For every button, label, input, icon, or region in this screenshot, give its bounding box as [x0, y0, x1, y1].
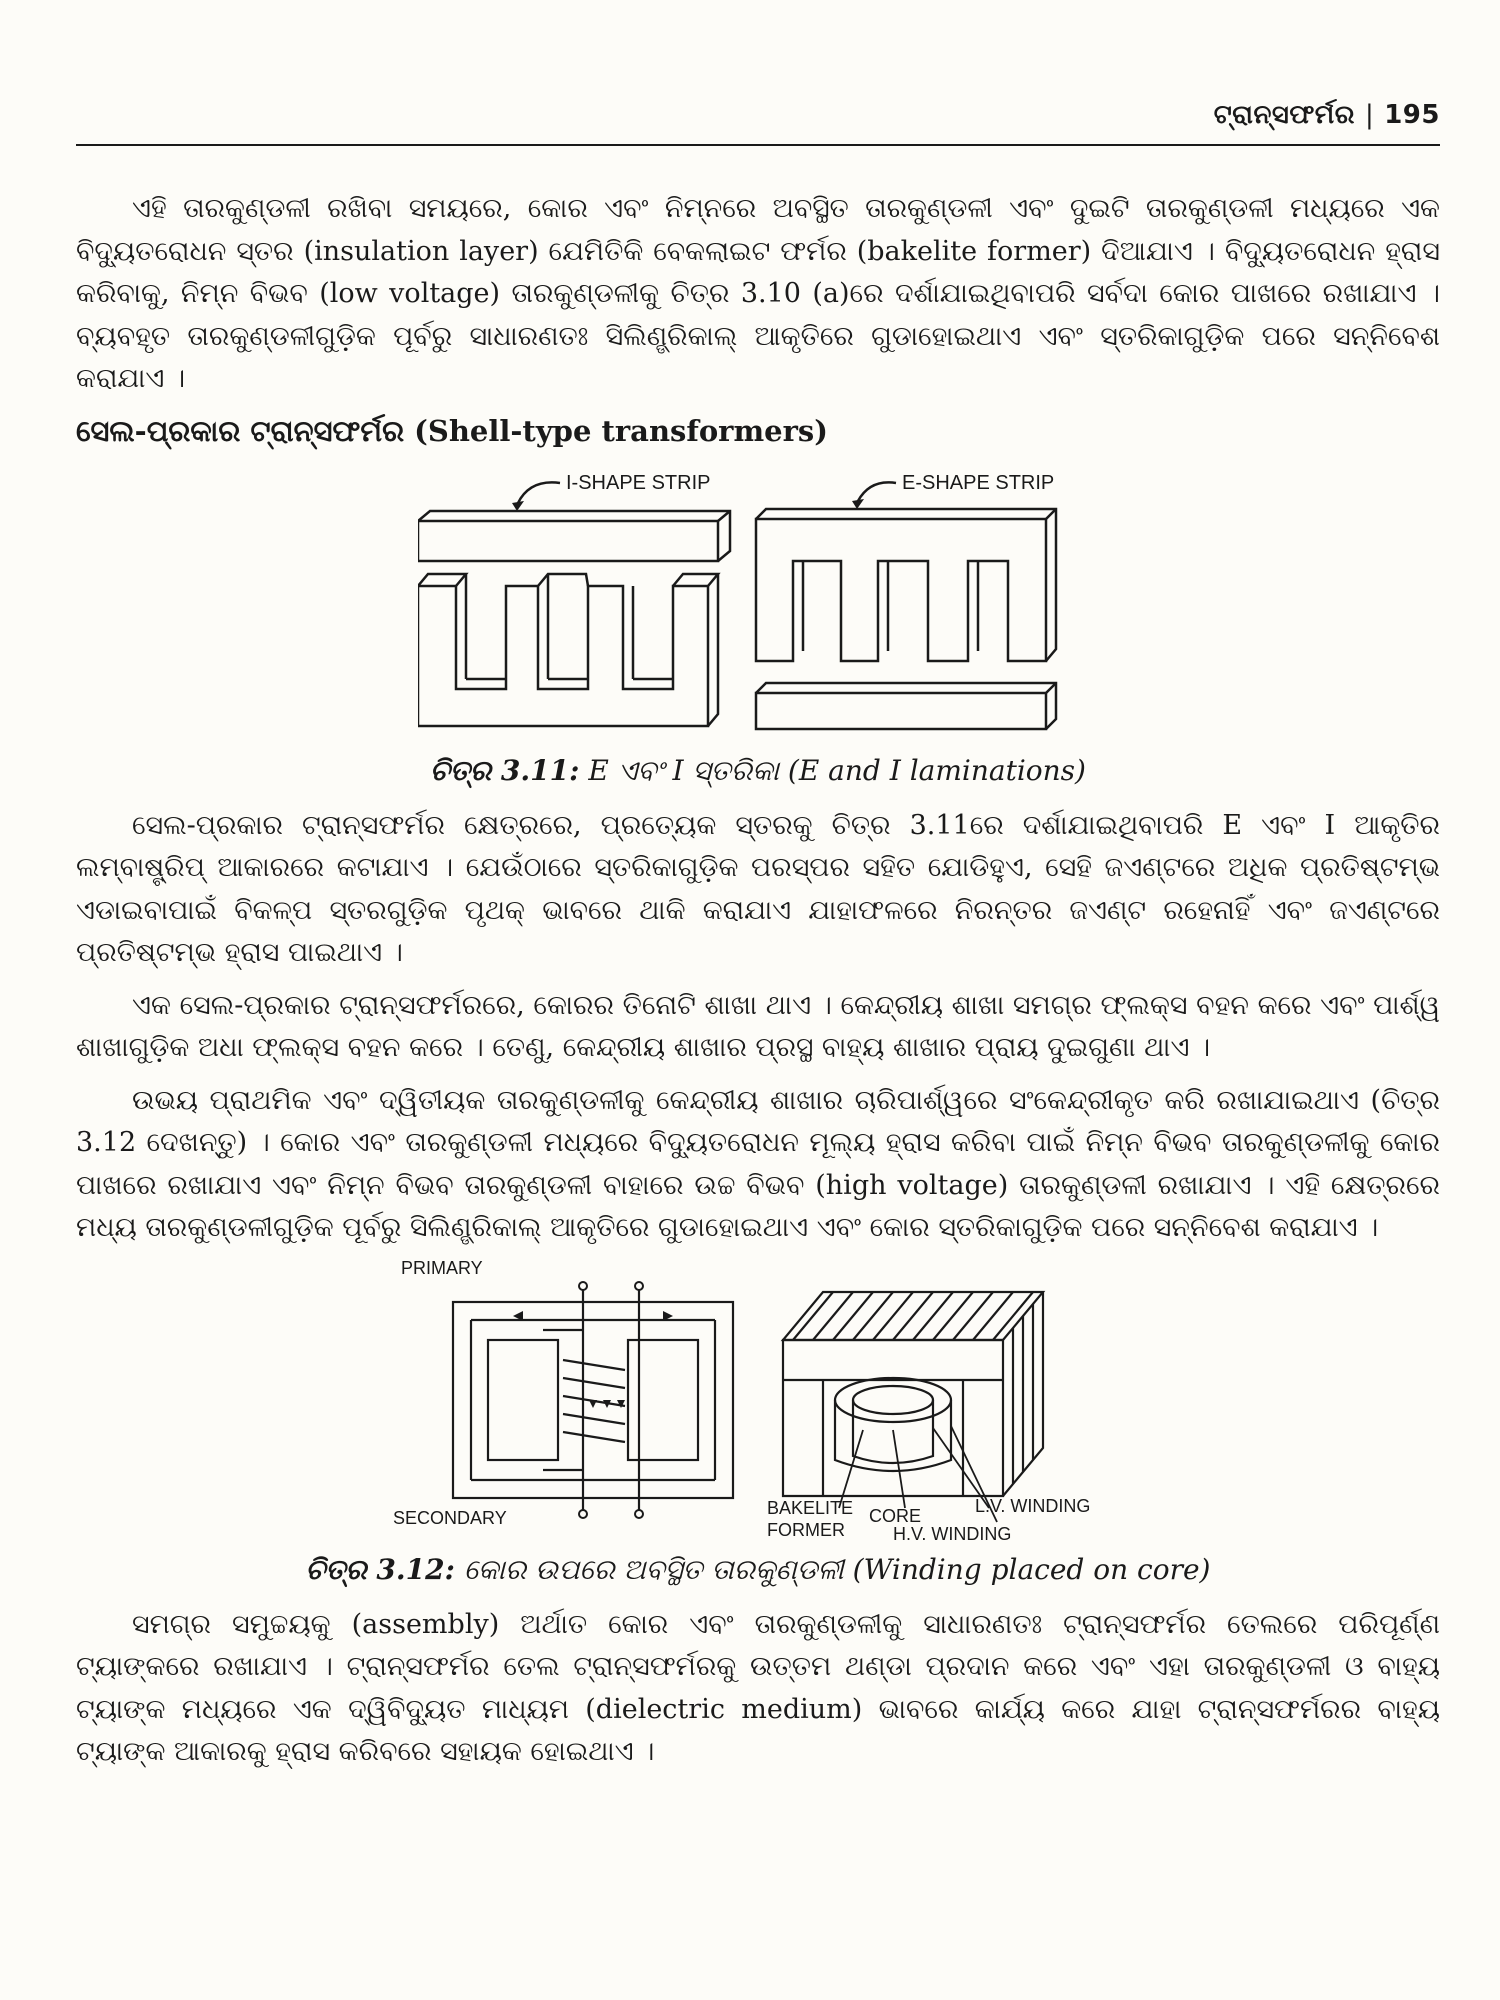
secondary-label: SECONDARY	[393, 1507, 507, 1528]
i-strip-top	[418, 511, 730, 561]
figure-3-12	[393, 1260, 1123, 1540]
chapter-title: ଟ୍ରାନ୍ସଫର୍ମର	[1213, 100, 1355, 130]
figure-3-11-caption	[76, 751, 1440, 791]
i-strip-label: I-SHAPE STRIP	[566, 471, 711, 494]
running-head	[1214, 100, 1440, 131]
e-strip-label: E-SHAPE STRIP	[902, 471, 1055, 494]
bakelite-label: BAKELITE	[767, 1497, 854, 1518]
header-separator: |	[1364, 100, 1375, 130]
figure-3-12-number: ଚିତ୍ର 3.12:	[305, 1552, 455, 1586]
page-content	[76, 188, 1440, 1784]
lv-winding-label: L.V. WINDING	[975, 1495, 1091, 1516]
e-i-laminations-drawing	[418, 471, 1098, 741]
core-label: CORE	[869, 1505, 922, 1526]
figure-3-11-caption-text: E ଏବଂ I ସ୍ତରିକା (E and I laminations)	[579, 753, 1086, 787]
figure-3-11	[418, 471, 1098, 741]
header-rule	[76, 144, 1440, 146]
paragraph-2: ସେଲ-ପ୍ରକାର ଟ୍ରାନ୍ସଫର୍ମର କ୍ଷେତ୍ରରେ, ପ୍ରତ୍ୟେକ ସ୍ତରକୁ ଚିତ୍ର 3.11ରେ ଦର୍ଶାଯାଇଥିବାପରି E ଏବଂ I ଆକୃତିର ଲମ୍ବାଷ୍ଟ୍ରିପ୍ ଆକାରରେ କଟାଯାଏ । ଯେଉଁଠାରେ ସ୍ତରିକାଗୁଡ଼ିକ ପରସ୍ପର ସହିତ ଯୋଡିହୁଏ, ସେହି ଜଏଣ୍ଟରେ ଅଧିକ ପ୍ରତିଷ୍ଟମ୍ଭ ଏଡାଇବାପାଇଁ ବିକଳ୍ପ ସ୍ତରଗୁଡ଼ିକ ପୃଥକ୍ ଭାବରେ ଥାକି କରାଯାଏ ଯାହାଫଳରେ ନିରନ୍ତର ଜଏଣ୍ଟ ରହେନାହିଁ ଏବଂ ଜଏଣ୍ଟରେ ପ୍ରତିଷ୍ଟମ୍ଭ ହ୍ରାସ ପାଇଥାଏ ।	[76, 809, 1440, 968]
primary-label: PRIMARY	[401, 1259, 483, 1278]
figure-3-12-caption	[76, 1550, 1440, 1590]
e-strip-leader	[858, 482, 896, 501]
e-strip-left	[418, 574, 718, 726]
page-number: 195	[1384, 100, 1440, 130]
winding-on-core-drawing	[393, 1260, 1123, 1540]
paragraph-5: ସମଗ୍ର ସମୁଚ୍ଚୟକୁ (assembly) ଅର୍ଥାତ କୋର ଏବଂ ତାରକୁଣ୍ଡଳୀକୁ ସାଧାରଣତଃ ଟ୍ରାନ୍ସଫର୍ମର ତେଲରେ ପରିପୂର୍ଣ୍ଣ ଟ୍ୟାଙ୍କରେ ରଖାଯାଏ । ଟ୍ରାନ୍ସଫର୍ମର ତେଲ ଟ୍ରାନ୍ସଫର୍ମରକୁ ଉତ୍ତମ ଥଣ୍ଡା ପ୍ରଦାନ କରେ ଏବଂ ଏହା ତାରକୁଣ୍ଡଳୀ ଓ ବାହ୍ୟ ଟ୍ୟାଙ୍କ ମଧ୍ୟରେ ଏକ ଦ୍ୱିବିଦ୍ୟୁତ ମାଧ୍ୟମ (dielectric medium) ଭାବରେ କାର୍ଯ୍ୟ କରେ ଯାହା ଟ୍ରାନ୍ସଫର୍ମରର ବାହ୍ୟ ଟ୍ୟାଙ୍କ ଆକାରକୁ ହ୍ରାସ କରିବରେ ସହାୟକ ହୋଇଥାଏ ।	[76, 1608, 1440, 1767]
paragraph-3: ଏକ ସେଲ-ପ୍ରକାର ଟ୍ରାନ୍ସଫର୍ମରରେ, କୋରର ତିନୋଟି ଶାଖା ଥାଏ । କେନ୍ଦ୍ରୀୟ ଶାଖା ସମଗ୍ର ଫ୍ଲକ୍ସ ବହନ କରେ ଏବଂ ପାର୍ଶ୍ୱ ଶାଖାଗୁଡ଼ିକ ଅଧା ଫ୍ଲକ୍ସ ବହନ କରେ । ତେଣୁ, କେନ୍ଦ୍ରୀୟ ଶାଖାର ପ୍ରସ୍ଥ ବାହ୍ୟ ଶାଖାର ପ୍ରାୟ ଦୁଇଗୁଣା ଥାଏ ।	[76, 989, 1440, 1063]
hv-winding-label: H.V. WINDING	[893, 1523, 1012, 1540]
core-3d-drawing	[783, 1292, 1043, 1496]
figure-3-12-caption-text: କୋର ଉପରେ ଅବସ୍ଥିତ ତାରକୁଣ୍ଡଳୀ (Winding placed on core)	[454, 1552, 1211, 1586]
e-strip-right	[756, 509, 1056, 661]
i-strip-leader	[518, 482, 560, 503]
former-label: FORMER	[767, 1519, 845, 1540]
figure-3-11-number: ଚିତ୍ର 3.11:	[430, 753, 580, 787]
paragraph-4: ଉଭୟ ପ୍ରାଥମିକ ଏବଂ ଦ୍ୱିତୀୟକ ତାରକୁଣ୍ଡଳୀକୁ କେନ୍ଦ୍ରୀୟ ଶାଖାର ଚାରିପାର୍ଶ୍ୱରେ ସଂକେନ୍ଦ୍ରୀକୃତ କରି ରଖାଯାଇଥାଏ (ଚିତ୍ର 3.12 ଦେଖନ୍ତୁ) । କୋର ଏବଂ ତାରକୁଣ୍ଡଳୀ ମଧ୍ୟରେ ବିଦ୍ୟୁତରୋଧନ ମୂଲ୍ୟ ହ୍ରାସ କରିବା ପାଇଁ ନିମ୍ନ ବିଭବ ତାରକୁଣ୍ଡଳୀକୁ କୋର ପାଖରେ ରଖାଯାଏ ଏବଂ ନିମ୍ନ ବିଭବ ତାରକୁଣ୍ଡଳୀ ବାହାରେ ଉଚ୍ଚ ବିଭବ (high voltage) ତାରକୁଣ୍ଡଳୀ ରଖାଯାଏ । ଏହି କ୍ଷେତ୍ରରେ ମଧ୍ୟ ତାରକୁଣ୍ଡଳୀଗୁଡ଼ିକ ପୂର୍ବରୁ ସିଲିଣ୍ଡ୍ରିକାଲ୍ ଆକୃତିରେ ଗୁଡାହୋଇଥାଏ ଏବଂ କୋର ସ୍ତରିକାଗୁଡ଼ିକ ପରେ ସନ୍ନିବେଶ କରାଯାଏ ।	[76, 1084, 1440, 1243]
i-strip-bottom	[756, 683, 1056, 729]
section-heading: ସେଲ-ପ୍ରକାର ଟ୍ରାନ୍ସଫର୍ମର (Shell-type transformers)	[76, 413, 828, 448]
paragraph-1: ଏହି ତାରକୁଣ୍ଡଳୀ ରଖିବା ସମୟରେ, କୋର ଏବଂ ନିମ୍ନରେ ଅବସ୍ଥିତ ତାରକୁଣ୍ଡଳୀ ଏବଂ ଦୁଇଟି ତାରକୁଣ୍ଡଳୀ ମଧ୍ୟରେ ଏକ ବିଦ୍ୟୁତରୋଧନ ସ୍ତର (insulation layer) ଯେମିତିକି ବେକଲାଇଟ ଫର୍ମର (bakelite former) ଦିଆଯାଏ । ବିଦ୍ୟୁତରୋଧନ ହ୍ରାସ କରିବାକୁ, ନିମ୍ନ ବିଭବ (low voltage) ତାରକୁଣ୍ଡଳୀକୁ ଚିତ୍ର 3.10 (a)ରେ ଦର୍ଶାଯାଇଥିବାପରି ସର୍ବଦା କୋର ପାଖରେ ରଖାଯାଏ । ବ୍ୟବହୃତ ତାରକୁଣ୍ଡଳୀଗୁଡ଼ିକ ପୂର୍ବରୁ ସାଧାରଣତଃ ସିଲିଣ୍ଡ୍ରିକାଲ୍ ଆକୃତିରେ ଗୁଡାହୋଇଥାଏ ଏବଂ ସ୍ତରିକାଗୁଡ଼ିକ ପରେ ସନ୍ନିବେଶ କରାଯାଏ ।	[76, 193, 1440, 394]
page-header	[76, 96, 1440, 146]
